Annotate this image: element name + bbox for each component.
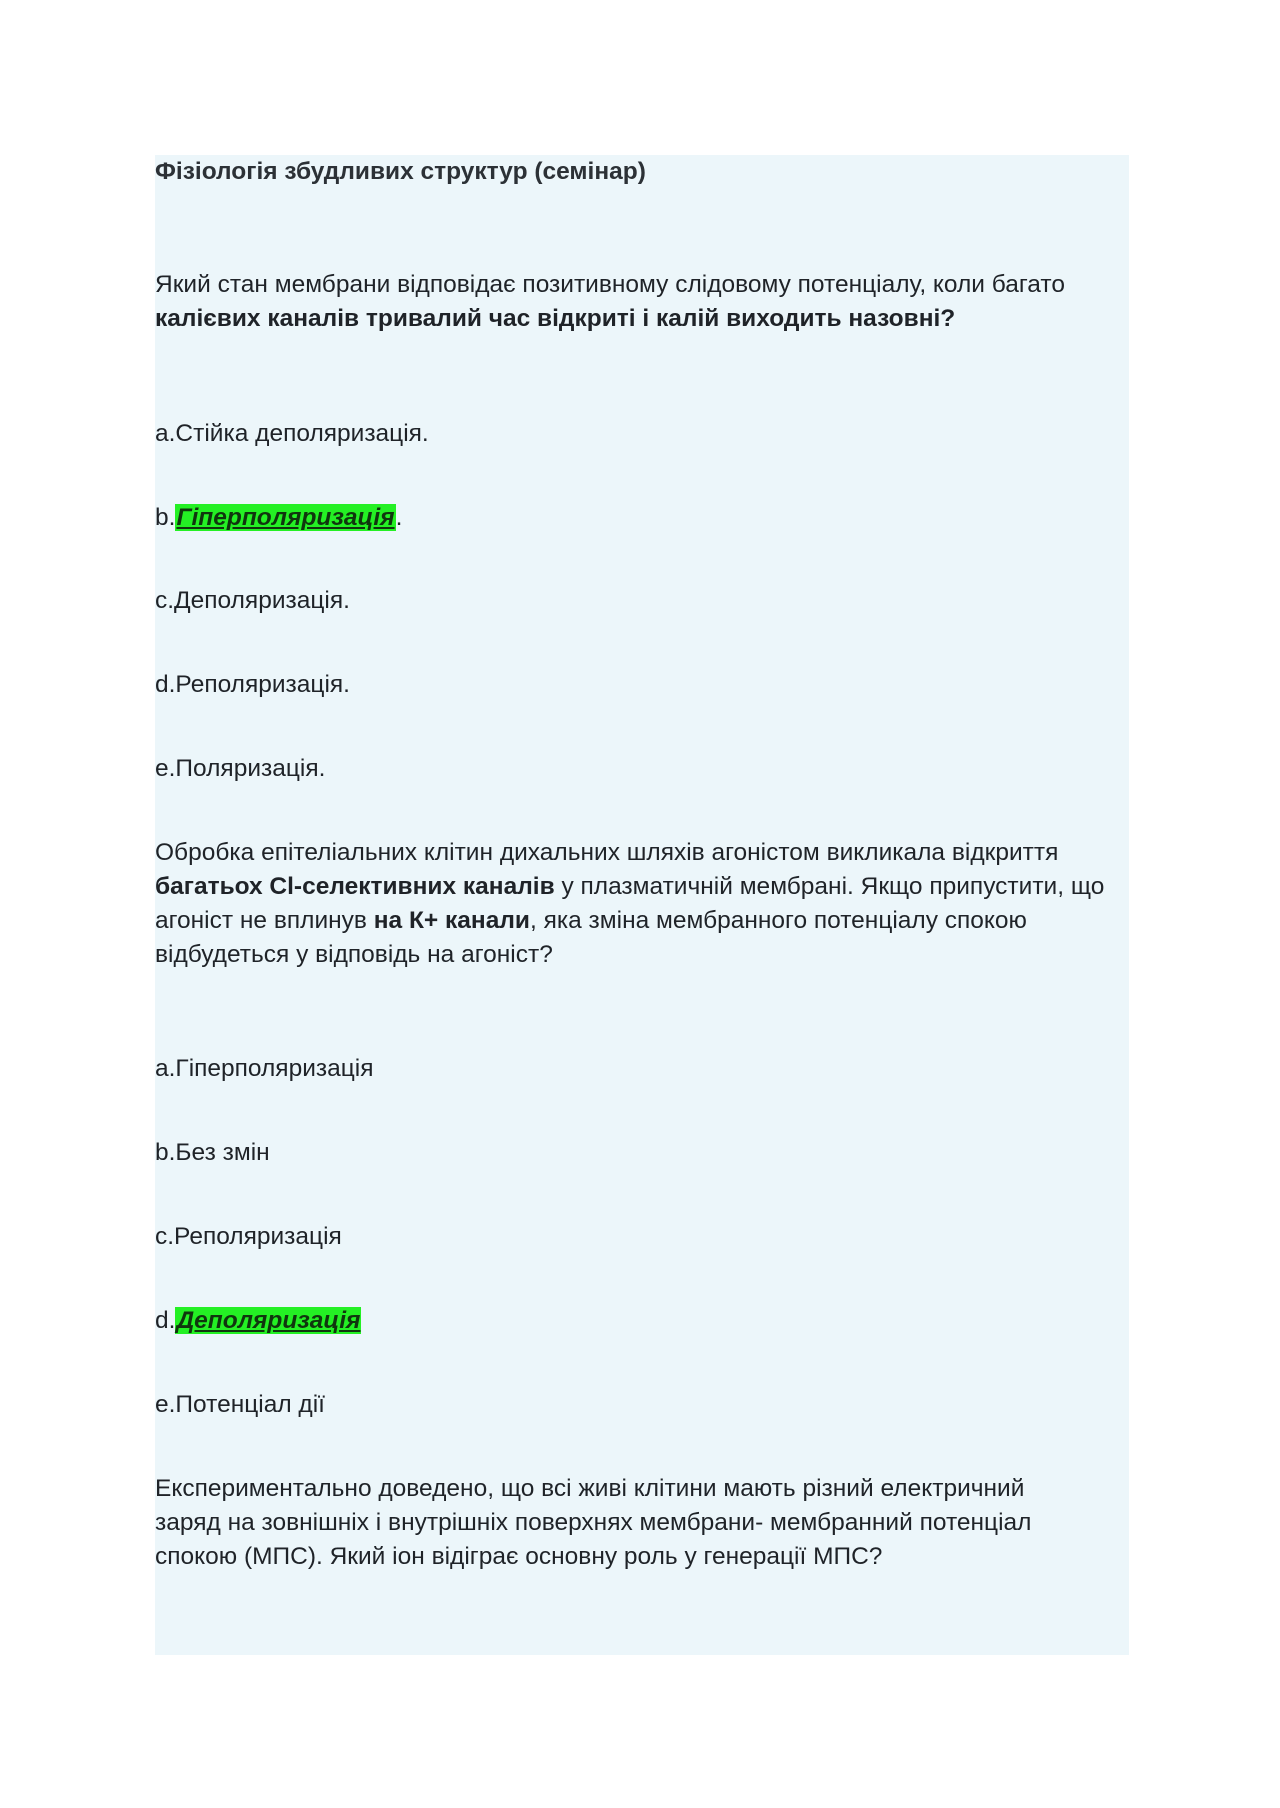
q1-option-b: [155, 501, 402, 535]
regular-text: , яка зміна мембранного потенціалу спокою: [529, 907, 1027, 934]
option-prefix: b.: [155, 504, 176, 531]
q1-option-e: e.Поляризація.: [155, 755, 326, 782]
question-2-line-1: Обробка епітеліальних клітин дихальних шляхів агоністом викликала відкриття: [155, 839, 1059, 866]
question-2-line-2: [155, 870, 1104, 904]
regular-text: у плазматичній мембрані. Якщо припустити, що: [554, 873, 1105, 900]
question-3-line-3: спокою (МПС). Який іон відіграє основну роль у генерації МПС?: [155, 1543, 883, 1570]
q1-option-c: c.Деполяризація.: [155, 587, 350, 614]
question-3-line-2: заряд на зовнішніх і внутрішніх поверхнях мембрани- мембранний потенціал: [155, 1509, 1032, 1536]
question-1-line-2: калієвих каналів тривалий час відкриті і калій виходить назовні?: [155, 305, 956, 332]
option-prefix: d.: [155, 1307, 176, 1334]
q2-option-d: [155, 1304, 361, 1338]
q1-option-a: a.Стійка деполяризація.: [155, 420, 429, 447]
question-2-line-3: [155, 904, 1027, 938]
q2-option-b: b.Без змін: [155, 1139, 270, 1166]
question-2-line-4: відбудеться у відповідь на агоніст?: [155, 941, 553, 968]
q2-option-e: e.Потенціал дії: [155, 1391, 325, 1418]
correct-answer-highlight: Деполяризація: [176, 1307, 361, 1334]
regular-text: агоніст не вплинув: [155, 907, 374, 934]
page-title: Фізіологія збудливих структур (семінар): [155, 158, 646, 185]
question-1-line-1: Який стан мембрани відповідає позитивному слідовому потенціалу, коли багато: [155, 271, 1065, 298]
q2-option-a: a.Гіперполяризація: [155, 1055, 374, 1082]
q2-option-c: c.Реполяризація: [155, 1223, 342, 1250]
bold-text: на К+ канали: [373, 907, 530, 934]
correct-answer-highlight: Гіперполяризація: [176, 504, 395, 531]
document-content: [155, 155, 1129, 1655]
question-3-line-1: Експериментально доведено, що всі живі клітини мають різний електричний: [155, 1475, 1025, 1502]
option-suffix: .: [395, 504, 403, 531]
bold-text: багатьох Cl-селективних каналів: [155, 873, 555, 900]
q1-option-d: d.Реполяризація.: [155, 671, 350, 698]
